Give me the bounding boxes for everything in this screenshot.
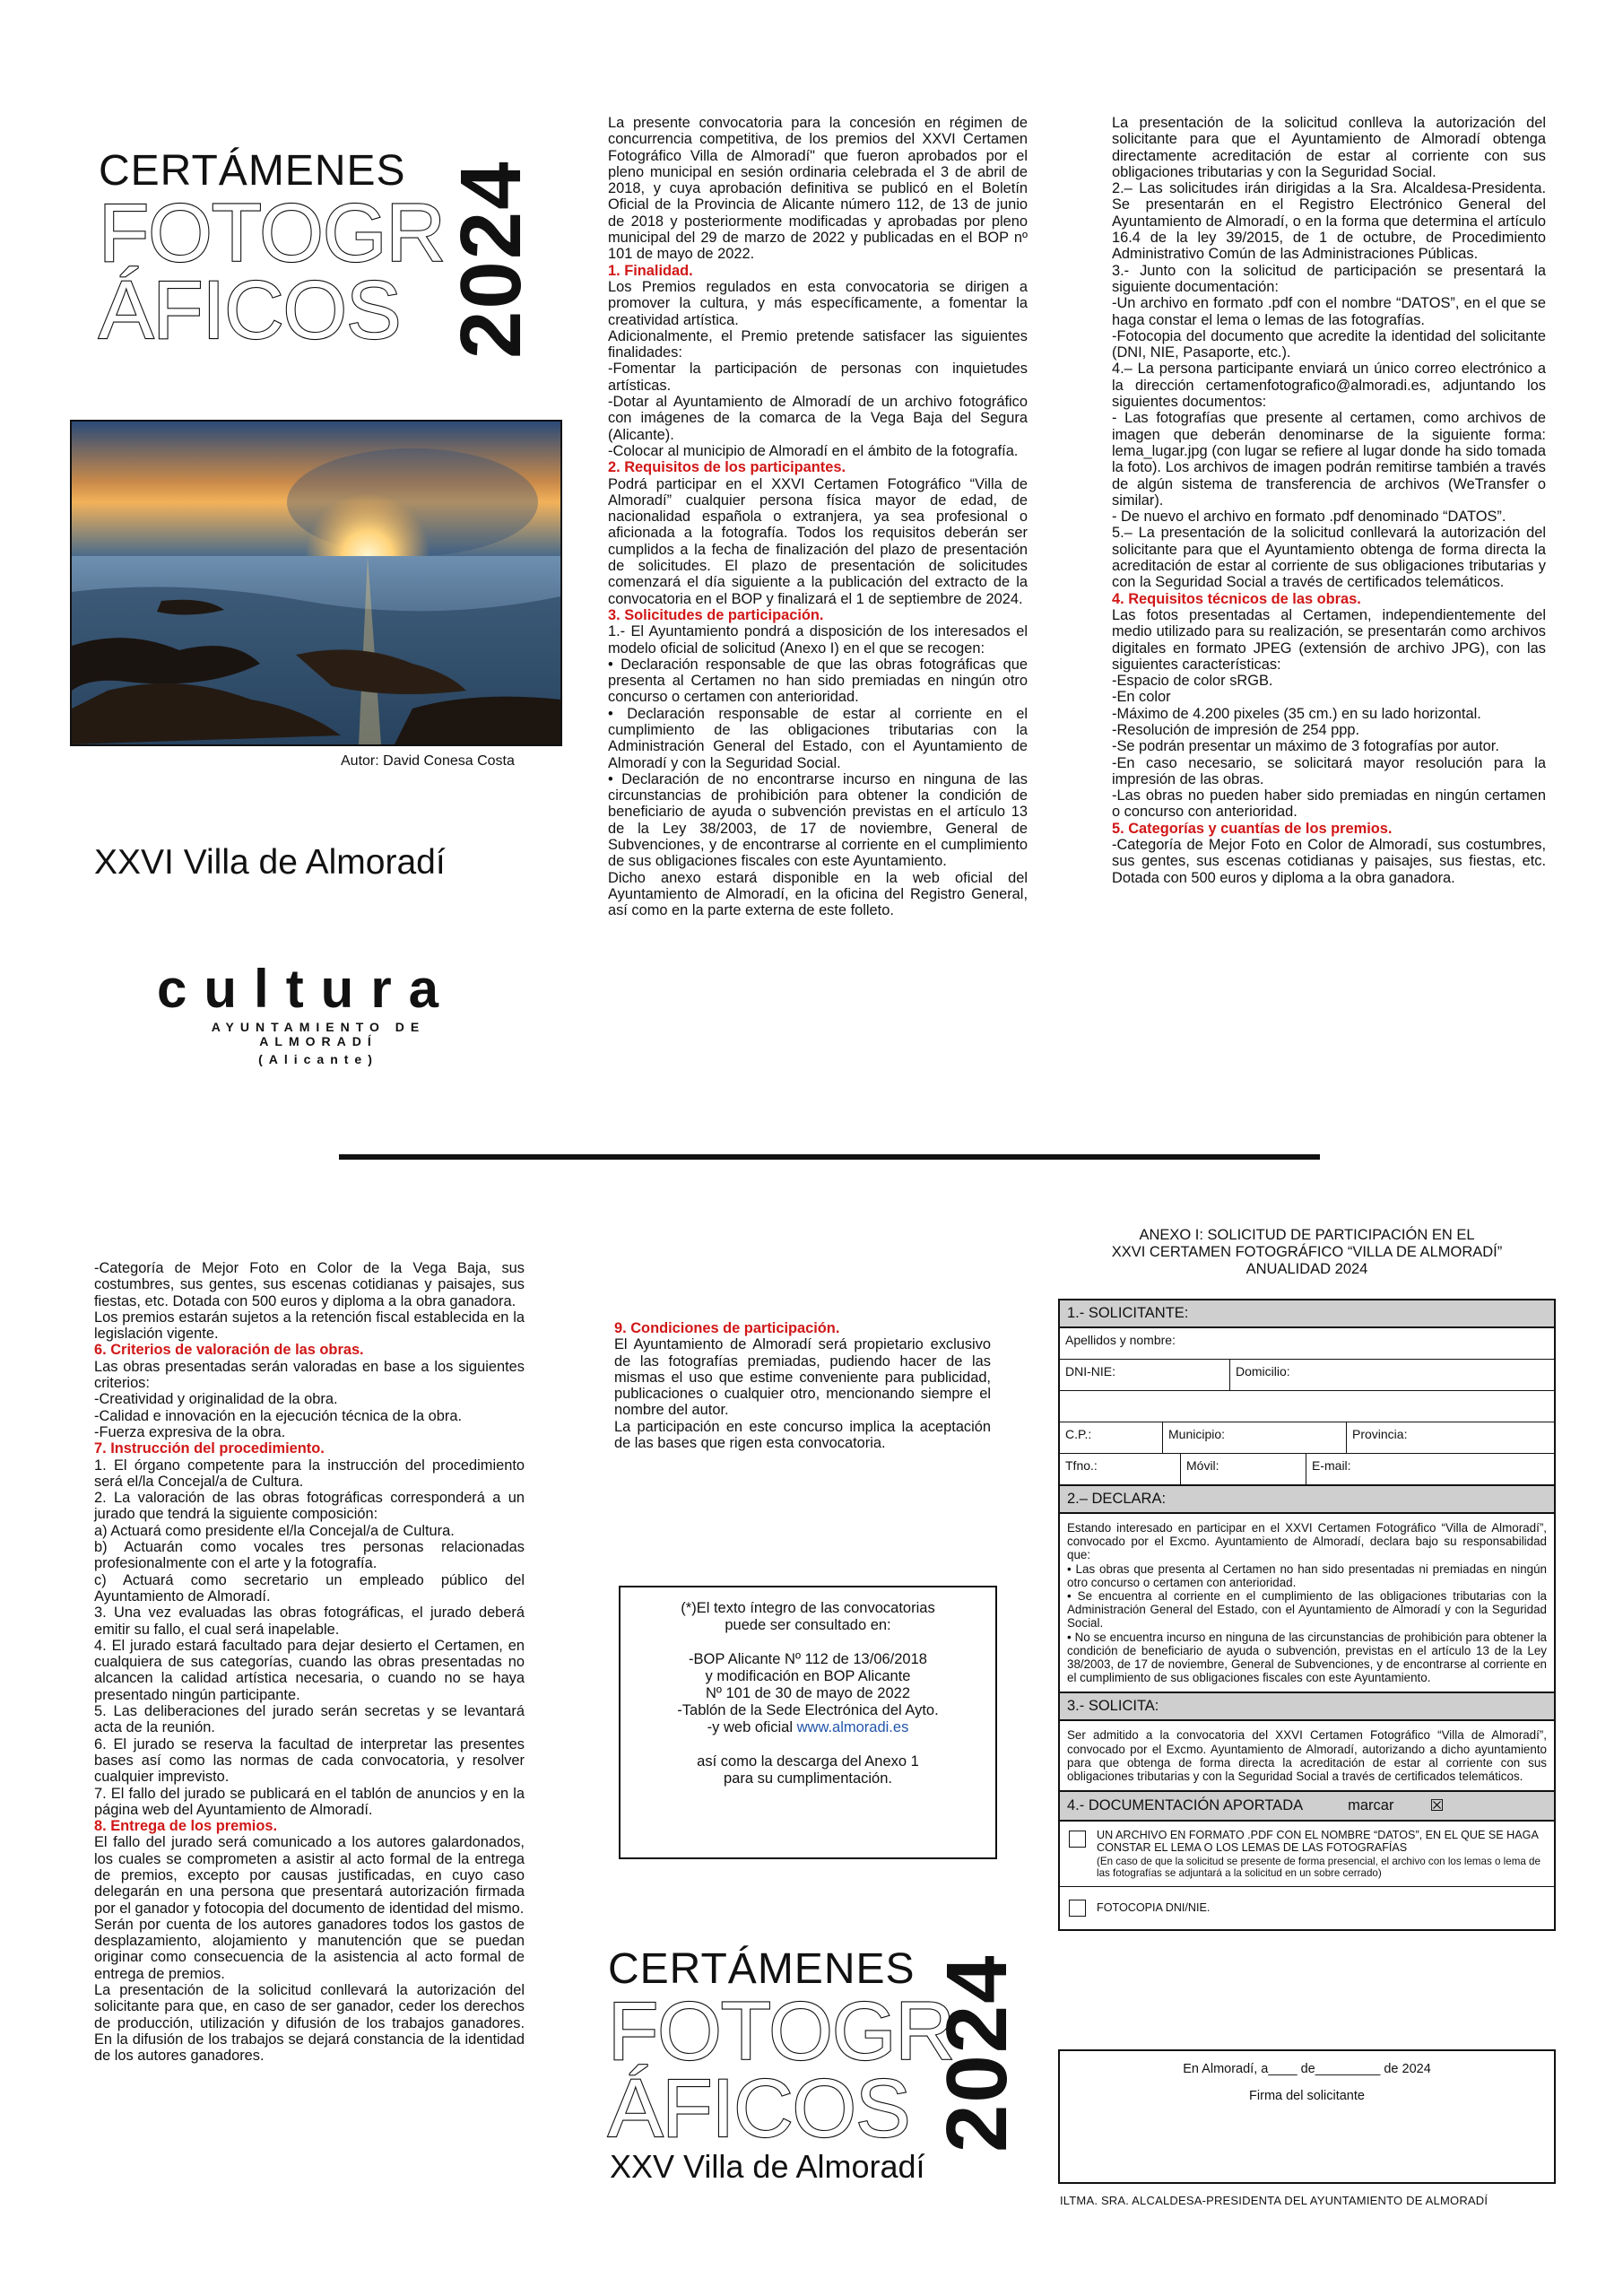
paragraph: • Declaración responsable de que las obras fotográficas que presenta al Certamen no han sido premiadas en ningún otro concurso o certamen con anterioridad.	[608, 656, 1028, 706]
paragraph: La presentación de la solicitud conllevará la autorización del solicitante para que, en caso de ser ganador, ceder los derechos de producción, utilización y difusión de los trabajos ganadores. En la difusión de los trabajos se dejará constancia de la identidad de los autores ganadores.	[94, 1982, 525, 2065]
website-link[interactable]: www.almoradi.es	[796, 1719, 909, 1735]
field-movil[interactable]: Móvil:	[1181, 1454, 1306, 1484]
signature-place-date[interactable]: En Almoradí, a____ de_________ de 2024	[1183, 2062, 1431, 2076]
paragraph: Dicho anexo estará disponible en la web oficial del Ayuntamiento de Almoradí, en la oficina del Registro General, así como en la parte externa de este folleto.	[608, 869, 1028, 919]
back-title-line2a: FOTOGR	[608, 1986, 954, 2077]
doc-dni-row	[1060, 1887, 1554, 1929]
info-line: así como la descarga del Anexo 1	[697, 1753, 919, 1770]
info-line: -Tablón de la Sede Electrónica del Ayto.	[677, 1702, 939, 1718]
cultura-logo-ayuntamiento: AYUNTAMIENTO DE ALMORADÍ	[211, 1020, 426, 1048]
paragraph: Los Premios regulados en esta convocatoria se dirigen a promover la cultura, y más específicamente, a fomentar la creatividad artística.	[608, 278, 1028, 328]
paragraph: • Declaración responsable de estar al corriente en el cumplimiento de las obligaciones tributarias con la Administración General del Estado, con el Ayuntamiento de Almoradí y con la Seguridad Social.	[608, 705, 1028, 771]
info-line: (*)El texto íntegro de las convocatorias	[681, 1600, 935, 1616]
back-cover-year: 2024	[929, 1953, 1025, 2152]
field-domicilio[interactable]: Domicilio:	[1236, 1364, 1290, 1378]
info-line: y modificación en BOP Alicante	[705, 1668, 911, 1684]
form-title-line: XXVI CERTAMEN FOTOGRÁFICO “VILLA DE ALMORADÍ”	[1111, 1244, 1503, 1260]
cover-title-line2a: FOTOGR	[99, 187, 445, 279]
back-title-line1: CERTÁMENES	[608, 1945, 916, 1993]
field-domicilio-cont[interactable]	[1060, 1391, 1554, 1422]
paragraph: b) Actuarán como vocales tres personas relacionadas profesionalmente con el arte y la fotografía.	[94, 1539, 525, 1572]
paragraph: 5. Las deliberaciones del jurado serán secretas y se levantará acta de la reunión.	[94, 1703, 525, 1736]
paragraph: 3.- Junto con la solicitud de participación se presentará la siguiente documentación:	[1112, 262, 1546, 295]
paragraph: -Espacio de color sRGB.	[1112, 673, 1273, 690]
signature-box	[1058, 2049, 1556, 2184]
solicita-text	[1060, 1721, 1554, 1792]
paragraph: 2. La valoración de las obras fotográficas corresponderá a un jurado que tendrá la siguiente composición:	[94, 1490, 525, 1523]
section-heading: 1. Finalidad.	[608, 262, 693, 279]
paragraph: La participación en este concurso implica la aceptación de las bases que rigen esta convocatoria.	[614, 1418, 991, 1452]
form-recipient: ILTMA. SRA. ALCALDESA-PRESIDENTA DEL AYUNTAMIENTO DE ALMORADÍ	[1060, 2194, 1488, 2207]
field-nombre[interactable]: Apellidos y nombre:	[1065, 1333, 1176, 1347]
paragraph: Podrá participar en el XXVI Certamen Fotográfico “Villa de Almoradí” cualquier persona física mayor de edad, de nacionalidad española o extranjera, ya sea profesional o aficionada a la fotografía. Todos los requisitos deberán ser cumplidos a la fecha de finalización del plazo de presentación de solicitudes. El plazo de presentación de solicitudes comenzará el día siguiente a la publicación del extracto de la convocatoria en el BOP y finalizará el 1 de septiembre de 2024.	[608, 475, 1028, 607]
paragraph: 4.– La persona participante enviará un único correo electrónico a la dirección certamenfotografico@almoradi.es, adjuntando los siguientes documentos:	[1112, 361, 1546, 411]
form-title-line: ANUALIDAD 2024	[1245, 1261, 1368, 1277]
paragraph: 7. El fallo del jurado se publicará en el tablón de anuncios y en la página web del Ayuntamiento de Almoradí.	[94, 1785, 525, 1818]
paragraph: El fallo del jurado será comunicado a los autores galardonados, los cuales se comprometen a asistir al acto formal de la entrega de premios, excepto por causas justificadas, en cuyo caso delegarán en una persona que presentará autorización firmada por el ganador y fotocopia del documento de identidad del mismo.	[94, 1834, 525, 1917]
section-heading: 4. Requisitos técnicos de las obras.	[1112, 590, 1361, 607]
paragraph: 1. El órgano competente para la instrucción del procedimiento será el/la Concejal/a de Cultura.	[94, 1457, 525, 1490]
paragraph: - Las fotografías que presente al certamen, como archivos de imagen que deberán denominarse de la siguiente forma: lema_lugar.jpg (con lugar se refiere al lugar donde ha sido tomada la foto). Los archivos de imagen podrán remitirse también a través de algún sistema de transferencia de archivos (WeTransfer o similar).	[1112, 410, 1546, 509]
doc-dni-checkbox[interactable]	[1069, 1900, 1086, 1917]
cover-photo	[70, 420, 562, 746]
doc-datos-note: (En caso de que la solicitud se presente de forma presencial, el archivo con los lemas o lema de las fotografías se adjuntará a la solicitud en un sobre cerrado)	[1097, 1856, 1541, 1880]
section-heading: 6. Criterios de valoración de las obras.	[94, 1342, 364, 1359]
paragraph: Adicionalmente, el Premio pretende satisfacer las siguientes finalidades:	[608, 327, 1028, 361]
info-line: puede ser consultado en:	[725, 1617, 891, 1633]
paragraph: -Creatividad y originalidad de la obra.	[94, 1391, 338, 1408]
form-title-line: ANEXO I: SOLICITUD DE PARTICIPACIÓN EN EL	[1139, 1227, 1475, 1243]
bases-column-2	[1112, 115, 1546, 886]
paragraph: • Declaración de no encontrarse incurso en ninguna de las circunstancias de prohibición para obtener la condición de beneficiario de ayuda o subvención previstas en el artículo 13 de la Ley 38/2003, de 17 de noviembre, General de Subvenciones, y de encontrarse al corriente en el cumplimiento de sus obligaciones fiscales con este Ayuntamiento.	[608, 770, 1028, 870]
paragraph: 1.- El Ayuntamiento pondrá a disposición de los interesados el modelo oficial de solicitud (Anexo I) en el que se recogen:	[608, 623, 1028, 657]
paragraph: -Máximo de 4.200 pixeles (35 cm.) en su lado horizontal.	[1112, 705, 1481, 722]
section-heading: 5. Categorías y cuantías de los premios.	[1112, 820, 1393, 837]
doc-dni-label: FOTOCOPIA DNI/NIE.	[1097, 1901, 1211, 1915]
doc-datos-checkbox[interactable]	[1069, 1831, 1086, 1848]
declara-paragraph: Estando interesado en participar en el XXVI Certamen Fotográfico “Villa de Almoradí”, convocado por el Excmo. Ayuntamiento de Almoradí, declara bajo su responsabilidad que:	[1067, 1521, 1547, 1562]
paragraph: -En caso necesario, se solicitará mayor resolución para la impresión de las obras.	[1112, 754, 1546, 787]
paragraph: Las fotos presentadas al Certamen, independientemente del medio utilizado para su realización, se presentarán como archivos digitales en formato JPEG (extensión de archivo JPG), con las siguientes características:	[1112, 606, 1546, 673]
doc-datos-label: UN ARCHIVO EN FORMATO .PDF CON EL NOMBRE “DATOS”, EN EL QUE SE HAGA CONSTAR EL LEMA O LOS LEMAS DE LAS FOTOGRAFÍAS	[1097, 1829, 1539, 1855]
paragraph: -Las obras no pueden haber sido premiadas en ningún certamen o concurso con anterioridad.	[1112, 787, 1546, 821]
paragraph: -Se podrán presentar un máximo de 3 fotografías por autor.	[1112, 738, 1499, 755]
paragraph: -Categoría de Mejor Foto en Color de la Vega Baja, sus costumbres, sus gentes, sus escenas cotidianas y paisajes, sus fiestas, etc. Dotada con 500 euros y diploma a la obra ganadora.	[94, 1260, 525, 1309]
field-cp[interactable]: C.P.:	[1060, 1422, 1163, 1453]
paragraph: c) Actuará como secretario un empleado público del Ayuntamiento de Almoradí.	[94, 1571, 525, 1605]
section-solicita: 3.- SOLICITA:	[1060, 1693, 1554, 1721]
section-solicitante: 1.- SOLICITANTE:	[1060, 1300, 1554, 1328]
photo-credit: Autor: David Conesa Costa	[341, 753, 515, 769]
field-provincia[interactable]: Provincia:	[1352, 1427, 1408, 1441]
fold-divider	[339, 1154, 1320, 1160]
field-dni[interactable]: DNI-NIE:	[1060, 1360, 1230, 1390]
cultura-logo-text: cultura	[157, 959, 456, 1019]
field-tfno[interactable]: Tfno.:	[1060, 1454, 1181, 1484]
info-line: para su cumplimentación.	[723, 1770, 892, 1787]
info-box	[619, 1586, 997, 1859]
bases-column-4	[614, 1320, 991, 1451]
section-heading: 3. Solicitudes de participación.	[608, 606, 824, 623]
field-municipio[interactable]: Municipio:	[1163, 1422, 1347, 1453]
cover-title-line1: CERTÁMENES	[99, 147, 406, 195]
paragraph: -Dotar al Ayuntamiento de Almoradí de un archivo fotográfico con imágenes de la comarca de la Vega Baja del Segura (Alicante).	[608, 394, 1028, 443]
paragraph: Las obras presentadas serán valoradas en base a los siguientes criterios:	[94, 1358, 525, 1392]
back-edition-title: XXV Villa de Almoradí	[610, 2148, 925, 2185]
declara-paragraph: • No se encuentra incurso en ninguna de las circunstancias de prohibición para obtener la condición de beneficiario de ayuda o subvención, previstas en el artículo 13 de la Ley 38/2003, de 17 de noviembre, General de Subvenciones, y de encontrarse al corriente en el cumplimiento de sus obligaciones fiscales con este Ayuntamiento.	[1067, 1630, 1547, 1685]
solicita-paragraph: Ser admitido a la convocatoria del XXVI Certamen Fotográfico “Villa de Almoradí”, convocado por el Excmo. Ayuntamiento de Almoradí, autorizando a dicho ayuntamiento para que obtenga de forma directa la acreditación de estar al corriente con sus obligaciones tributarias y con la Seguridad Social a través de certificados telemáticos.	[1067, 1728, 1547, 1784]
declara-paragraph: • Se encuentra al corriente en el cumplimiento de las obligaciones tributarias con la Administración General del Estado, con el Ayuntamiento de Almoradí y con la Seguridad Social.	[1067, 1589, 1547, 1631]
paragraph: -Categoría de Mejor Foto en Color de Almoradí, sus costumbres, sus gentes, sus escenas cotidianas y paisajes, sus fiestas, etc. Dotada con 500 euros y diploma a la obra ganadora.	[1112, 837, 1546, 886]
field-email[interactable]: E-mail:	[1312, 1458, 1351, 1473]
section-heading: 9. Condiciones de participación.	[614, 1320, 840, 1336]
cultura-logo	[157, 958, 480, 1066]
paragraph: 6. El jurado se reserva la facultad de interpretar las presentes bases así como las normas de cada convocatoria, y resolver cualquier imprevisto.	[94, 1735, 525, 1786]
paragraph: -Fomentar la participación de personas con inquietudes artísticas.	[608, 361, 1028, 394]
paragraph: Los premios estarán sujetos a la retención fiscal establecida en la legislación vigente.	[94, 1309, 525, 1343]
info-line: -y web oficial	[707, 1719, 797, 1735]
checked-box-icon: ☒	[1429, 1796, 1445, 1815]
bases-column-1	[608, 115, 1028, 919]
paragraph: 2.– Las solicitudes irán dirigidas a la Sra. Alcaldesa-Presidenta. Se presentarán en el Registro Electrónico General del Ayuntamiento de Almoradí, o en la forma que determina el artículo 16.4 de la ley 39/2015, de 1 de octubre, de Procedimiento Administrativo Común de las Administraciones Públicas.	[1112, 180, 1546, 263]
paragraph: -Colocar al municipio de Almoradí en el ámbito de la fotografía.	[608, 442, 1019, 459]
section-heading: 2. Requisitos de los participantes.	[608, 459, 846, 476]
declara-paragraph: • Las obras que presenta al Certamen no han sido presentadas ni premiadas en ningún otro concurso o certamen con anterioridad.	[1067, 1561, 1547, 1589]
cover-year: 2024	[443, 160, 539, 359]
paragraph: 5.– La presentación de la solicitud conllevará la autorización del solicitante para que el Ayuntamiento obtenga de forma directa la acreditación de estar al corriente de sus obligaciones tributarias y con la Seguridad Social a través de certificados telemáticos.	[1112, 525, 1546, 591]
signature-label: Firma del solicitante	[1249, 2089, 1365, 2103]
marcar-label: marcar	[1348, 1797, 1394, 1814]
bases-column-3	[94, 1260, 525, 2065]
paragraph: a) Actuará como presidente el/la Concejal/a de Cultura.	[94, 1522, 455, 1539]
back-title-line2b: ÁFICOS	[608, 2063, 910, 2154]
paragraph: - De nuevo el archivo en formato .pdf denominado “DATOS”.	[1112, 509, 1506, 526]
paragraph: -Calidad e innovación en la ejecución técnica de la obra.	[94, 1407, 463, 1424]
section-declara: 2.– DECLARA:	[1060, 1486, 1554, 1514]
info-line: -BOP Alicante Nº 112 de 13/06/2018	[689, 1651, 927, 1667]
paragraph: -En color	[1112, 689, 1171, 706]
doc-datos-row	[1060, 1822, 1554, 1887]
application-form	[1058, 1299, 1556, 1931]
section-documentacion-label: 4.- DOCUMENTACIÓN APORTADA	[1067, 1797, 1304, 1814]
paragraph: -Un archivo en formato .pdf con el nombre “DATOS”, en el que se haga constar el lema o lemas de las fotografías.	[1112, 295, 1546, 328]
paragraph: Serán por cuenta de los autores ganadores todos los gastos de desplazamiento, alojamiento y manutención que se puedan originar como consecuencia de la asistencia al acto formal de entrega de premios.	[94, 1916, 525, 1982]
paragraph: -Fotocopia del documento que acredite la identidad del solicitante (DNI, NIE, Pasaporte, etc.).	[1112, 327, 1546, 361]
paragraph: 3. Una vez evaluadas las obras fotográficas, el jurado deberá emitir su fallo, el cual será inapelable.	[94, 1605, 525, 1638]
paragraph: -Resolución de impresión de 254 ppp.	[1112, 721, 1360, 738]
section-documentacion	[1060, 1792, 1554, 1822]
paragraph: 4. El jurado estará facultado para dejar desierto el Certamen, en cualquiera de sus categorías, cuando las obras presentadas no alcancen la calidad artística necesaria, o cuando no se haya presentado ningún participante.	[94, 1637, 525, 1703]
info-line: Nº 101 de 30 de mayo de 2022	[705, 1685, 911, 1701]
edition-title: XXVI Villa de Almoradí	[94, 843, 446, 882]
paragraph: La presente convocatoria para la concesión en régimen de concurrencia competitiva, de los premios del XXVI Certamen Fotográfico Villa de Almoradí" que fueron aprobados por el pleno municipal en sesión ordinaria celebrada el 3 de abril de 2018, y cuya aprobación definitiva se publicó en el Boletín Oficial de la Provincia de Alicante número 112, de 13 de junio de 2018 y posteriormente modificadas y aprobadas por pleno municipal del 29 de marzo de 2022 y publicadas en el BOP nº 101 de mayo de 2022.	[608, 115, 1028, 263]
form-heading	[1058, 1227, 1556, 1278]
paragraph: El Ayuntamiento de Almoradí será propietario exclusivo de las fotografías premiadas, pudiendo hacer de las mismas el uso que estime conveniente para publicidad, publicaciones o cualquier otro, mencionando siempre el nombre del autor.	[614, 1336, 991, 1419]
paragraph: La presentación de la solicitud conlleva la autorización del solicitante para que el Ayuntamiento de Almoradí obtenga directamente acreditación de estar al corriente con sus obligaciones tributarias y con la Seguridad Social.	[1112, 115, 1546, 180]
cover-title-line2b: ÁFICOS	[99, 265, 401, 356]
section-heading: 7. Instrucción del procedimiento.	[94, 1440, 325, 1457]
paragraph: -Fuerza expresiva de la obra.	[94, 1423, 286, 1440]
declara-text	[1060, 1514, 1554, 1693]
cultura-logo-place: (Alicante)	[258, 1052, 378, 1066]
section-heading: 8. Entrega de los premios.	[94, 1818, 278, 1835]
